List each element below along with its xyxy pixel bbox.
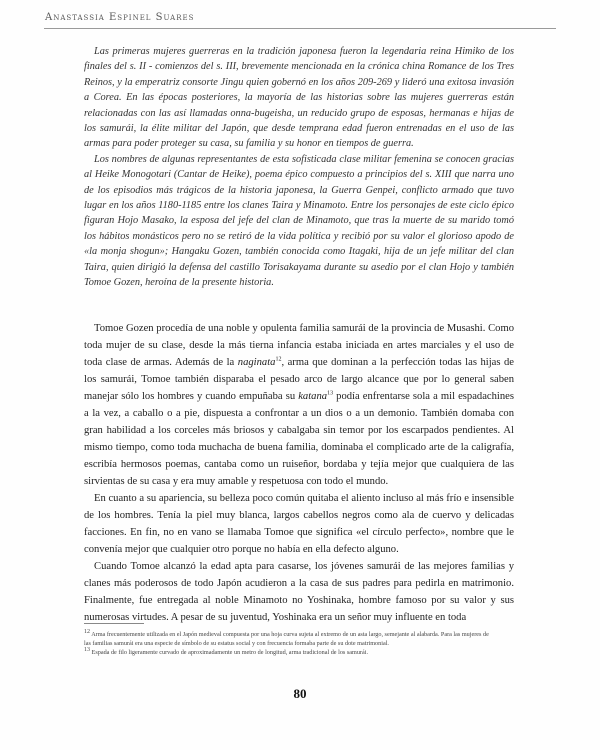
page-number: 80 <box>293 686 307 701</box>
body-text: podía enfrentarse sola a mil espadachines a la vez, a caballo o a pie, dispuesta a confrontar a un dios o a un demonio. También domaba con gran habilidad a los corceles más briosos y cabalgaba sin temor por los escarpados pendientes. Al mismo tiempo, como toda muchacha de buena familia, dominaba el complicado arte de la caligrafía, escribía hermosos poemas, cantaba como un ruiseñor, bordaba y tejía mejor que cualquiera de las sirvientas de su casa y era muy amable y respetuosa con todo el mundo. <box>84 391 514 487</box>
body-text: Tomoe Gozen procedía de una noble y opulenta familia samurái de la provincia de Musashi. Como toda mujer de su clase, desde la más tierna infancia estaba iniciada en artes marciales y el uso de toda clase de armas. Además de la <box>84 323 514 368</box>
footnote <box>84 630 494 648</box>
body-paragraph: En cuanto a su apariencia, su belleza poco común quitaba el aliento incluso al más frío e insensible de los hombres. Tenía la piel muy blanca, largos cabellos negros como ala de cuervo y delicadas facciones. En fin, no en vano se llamaba Tomoe que significa «el círculo perfecto», nombre que le convenía mejor que cualquier otro porque no había en ella defecto alguno. <box>84 493 514 555</box>
footnote-text: Espada de filo ligeramente curvado de aproximadamente un metro de longitud, arma tradicional de los samurái. <box>91 649 368 656</box>
body-paragraph <box>84 320 514 490</box>
body-text: , arma que dominan a la perfección todas las hijas de los samurái, Tomoe también disparaba el pesado arco de largo alcance que por lo general saben manejar sólo los hombres y cuando empuñaba su <box>84 357 514 402</box>
intro-paragraph: Las primeras mujeres guerreras en la tradición japonesa fueron la legendaria reina Himiko de los finales del s. II - comienzos del s. III, brevemente mencionada en la crónica china Romance de los Tres Reinos, y la emperatriz consorte Jingu quien gobernó en los años 209-269 y lideró una exitosa invasión a Corea. En las épocas posteriores, la mayoría de las historias sobre las mujeres guerreras están relacionadas con las así llamadas onna-bugeisha, un reducido grupo de esposas, hermanas e hijas de los samurái, la élite militar del Japón, que desde temprana edad fueron entrenadas en el uso de las armas para poder proteger su casa, su familia y su honor en tiempos de guerra. <box>84 46 514 150</box>
running-header: Anastassia Espinel Suares <box>45 12 195 23</box>
footnote-number: 13 <box>84 646 90 653</box>
footnote-text: Arma frecuentemente utilizada en el Japón medieval compuesta por una hoja curva sujeta al extremo de un asta largo, semejante al alabarda. Para las mujeres de las familias samurái era una especie de símbolo de su estatus social y con frecuencia formaba parte de su dote matrimonial. <box>84 631 489 647</box>
term-naginata: naginata <box>237 357 276 368</box>
intro-paragraph: Los nombres de algunas representantes de esta sofisticada clase militar femenina se conocen gracias al Heike Monogotari (Cantar de Heike), poema épico compuesto a principios del s. XIII que narra uno de los episodios más trágicos de la historia japonesa, la Guerra Genpei, conflicto armado que tuvo lugar en los años 1180-1185 entre los clanes Taira y Minamoto. Entre los personajes de este ciclo épico figuran Hojo Masako, la esposa del jefe del clan de Minamoto, que tras la muerte de su marido tomó los hábitos monásticos pero no se retiró de la vida política y recibió por su valor el glorioso apodo de «la monja shogun»; Hangaku Gozen, también conocida como Itagaki, hija de un jefe militar del clan Taira, quien dirigió la defensa del castillo Torisakayama durante su asedio por el clan Hojo y también Tomoe Gozen, heroína de la presente historia. <box>84 153 514 289</box>
header-rule <box>44 28 556 29</box>
intro-section <box>84 44 514 291</box>
footnote-number: 12 <box>84 628 90 635</box>
main-text <box>84 320 514 626</box>
footnote-ref: 12 <box>275 356 282 363</box>
footnote-ref: 13 <box>327 390 334 397</box>
footnote <box>84 648 494 657</box>
term-katana: katana <box>298 391 328 402</box>
body-paragraph: Cuando Tomoe alcanzó la edad apta para casarse, los jóvenes samurái de las mejores familias y clanes más poderosos de todo Japón acudieron a la casa de sus padres para pedirla en matrimonio. Finalmente, fue entregada al noble Minamoto no Yoshinaka, hombre famoso por su valor y sus numerosas virtudes. A pesar de su juventud, Yoshinaka era un señor muy influente en toda <box>84 561 514 623</box>
footnote-rule <box>84 623 144 624</box>
footnotes <box>84 630 494 657</box>
